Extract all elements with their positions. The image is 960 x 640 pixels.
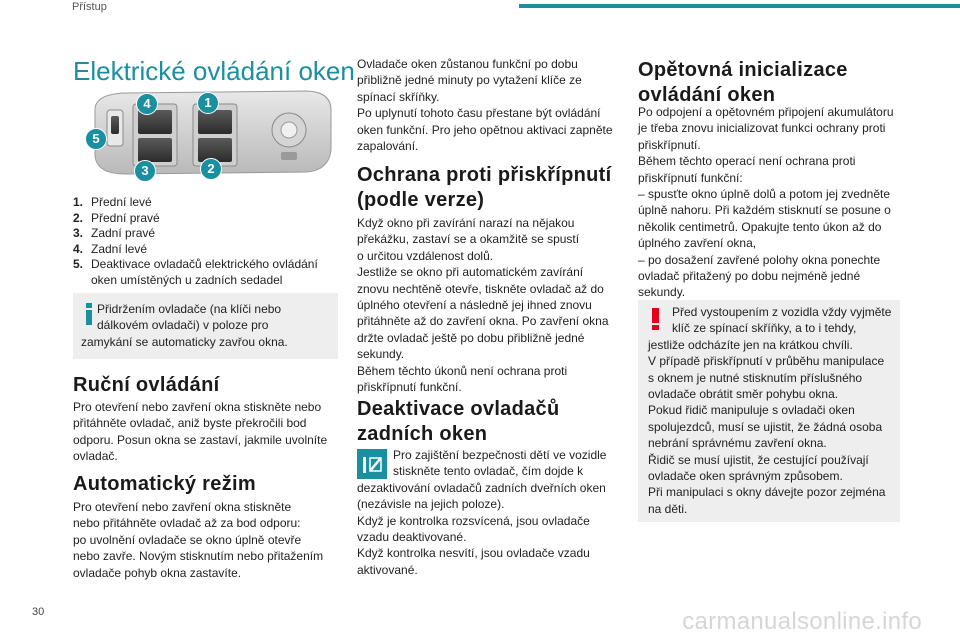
manual-text: Pro otevření nebo zavření okna stiskněte nebo přitáhněte ovladač, aniž byste překročili bod odporu. Posun okna se zastaví, jakmile uvolníte ovladač. — [73, 400, 328, 464]
child-lock-icon — [357, 449, 387, 479]
deactivate-icon-text: Pro zajištění bezpečnosti dětí ve vozidle stiskněte tento ovladač, čím dojde k — [393, 448, 607, 479]
heading-reinit: Opětovná inicializace ovládání oken — [638, 59, 848, 106]
list-item: 3. Zadní pravé — [73, 226, 156, 241]
heading-manual: Ruční ovládání — [73, 374, 220, 396]
section-label: Přístup — [72, 1, 107, 13]
warning-line: Před vystoupením z vozidla vždy vyjměte — [672, 305, 892, 319]
intro-text: Ovladače oken zůstanou funkční po dobu přibližně jedné minuty po vytažení klíče ze spínací skříňky. Po uplynutí tohoto času přestane být ovládání oken funkční. Pro jeho opětnou aktivaci zapněte zapalování. — [357, 57, 613, 154]
list-item: 4. Zadní levé — [73, 241, 148, 256]
info-note-line: dálkovém ovladači) v poloze pro — [97, 318, 269, 333]
callout-5: 5 — [85, 128, 107, 150]
pinch-text: Když okno při zavírání narazí na nějakou překážku, zastaví se a okamžitě se spustí o určitou vzdálenost dolů. Jestliže se okno při automatickém zavírání znovu nechtěně otevře, tiskněte ovladač až do úplného otevření a následně jej ihned znovu přitáhněte až do zavření okna. Po zavření okna držte ovladač ještě po dobu přibližně jedné sekundy. Během těchto úkonů není ochrana proti přiskřípnutí funkční. — [357, 216, 609, 395]
callout-3: 3 — [134, 160, 156, 182]
heading-auto: Automatický režim — [73, 473, 256, 495]
warning-note — [638, 300, 900, 522]
list-item: 1. Přední levé — [73, 195, 152, 209]
reinit-text: Po odpojení a opětovném připojení akumulátoru je třeba znovu inicializovat funkci ochrany proti přiskřípnutí. Během těchto operací není ochrana proti přiskřípnutí funkční: – spusťte okno úplně dolů a potom jej zvedněte úplně nahoru. Při každém stisknutí se posune o několik centimetrů. Opakujte tento úkon až do úplného zavření okna, – po dosažení zavřené polohy okna ponechte ovladač přitažený po dobu nejméně jedné sekundy. — [638, 105, 894, 300]
callout-4: 4 — [136, 93, 158, 115]
warning-line: klíč ze spínací skříňky, a to i tehdy, — [672, 321, 857, 336]
info-note — [73, 293, 338, 359]
info-note-line: Přidržením ovladače (na klíči nebo — [97, 302, 282, 316]
heading-pinch: Ochrana proti přiskřípnutí (podle verze) — [357, 164, 612, 211]
info-icon — [79, 303, 99, 325]
warning-icon — [648, 308, 664, 330]
auto-text: Pro otevření nebo zavření okna stiskněte nebo přitáhněte ovladač až za bod odporu: po uvolnění ovladače se okno úplně otevře nebo zavře. Novým stisknutím nebo přitažením ovladače pohyb okna zastavíte. — [73, 500, 324, 580]
warning-text: jestliže odcházíte jen na krátkou chvíli. V případě přiskřípnutí v průběhu manipulace s oknem je nutné stisknutím příslušného ovladače obrátit směr pohybu okna. Pokud řidič manipuluje s ovladači oken spolujezdců, musí se ujistit, že žádná osoba nebrání správnému zavření okna. Řidič se musí ujistit, že cestující používají ovladače oken správným způsobem. Při manipulaci s okny dávejte pozor zejména na děti. — [648, 337, 886, 516]
info-note-line: zamykání se automaticky zavřou okna. — [81, 334, 288, 349]
header-accent-bar — [519, 4, 960, 8]
list-item: 5. Deaktivace ovladačů elektrického ovládání oken umístěných u zadních sedadel — [73, 257, 318, 287]
list-item: 2. Přední pravé — [73, 210, 160, 225]
callout-2: 2 — [200, 158, 222, 180]
heading-deactivate: Deaktivace ovladačů zadních oken — [357, 398, 560, 445]
deactivate-text: dezaktivování ovladačů zadních dveřních oken (nezávisle na jejich poloze). Když je kontrolka rozsvícená, jsou ovladače vzadu deaktivované. Když kontrolka nesvítí, jsou ovladače vzadu aktivované. — [357, 480, 606, 577]
control-list — [73, 195, 318, 289]
callout-1: 1 — [197, 92, 219, 114]
page-number: 30 — [32, 606, 45, 618]
watermark: carmanualsonline.info — [682, 608, 922, 635]
page-title: Elektrické ovládání oken — [73, 56, 355, 86]
